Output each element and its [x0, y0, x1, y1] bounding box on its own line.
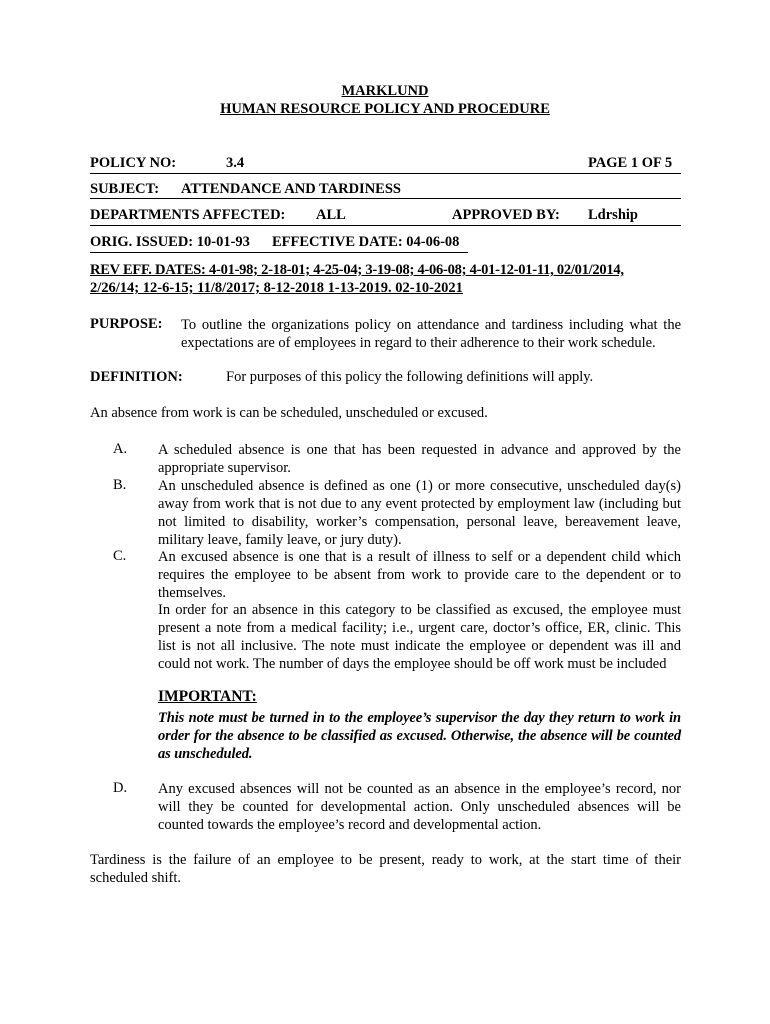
tardiness-definition: Tardiness is the failure of an employee to be present, ready to work, at the start time of their scheduled shift.: [90, 852, 681, 886]
effective-date: EFFECTIVE DATE: 04-06-08: [272, 234, 460, 250]
subject-label: SUBJECT:: [90, 181, 160, 197]
departments-label: DEPARTMENTS AFFECTED:: [90, 207, 286, 223]
item-b-text: An unscheduled absence is defined as one (1) or more consecutive, unscheduled day(s) away from work that is not due to any event protected by employment law (including but not limited to disability, worker’s compensation, personal leave, bereavement leave, military leave, family leave, or jury duty).: [158, 478, 681, 548]
item-c-note-requirement: In order for an absence in this category to be classified as excused, the employee must present a note from a medical facility; i.e., urgent care, doctor’s office, ER, clinic. This list is not all inclusive. The note must indicate the employee or dependent was ill and could not work. The number of days the employee should be off work must be included: [158, 602, 681, 672]
page-number: PAGE 1 OF 5: [588, 155, 673, 171]
revision-dates-line2: 2/26/14; 12-6-15; 11/8/2017; 8-12-2018 1-13-2019. 02-10-2021: [90, 280, 463, 296]
item-a-marker: A.: [113, 441, 128, 457]
item-c-marker: C.: [113, 548, 127, 564]
important-text: This note must be turned in to the employee’s supervisor the day they return to work in order for the absence to be classified as excused. Otherwise, the absence will be counted as unscheduled.: [158, 710, 681, 762]
purpose-text: To outline the organizations policy on attendance and tardiness including what the expectations are of employees in regard to their adherence to their work schedule.: [181, 317, 681, 351]
item-c-text: An excused absence is one that is a result of illness to self or a dependent child which requires the employee to be absent from work to provide care to the dependent or to themselves.: [158, 549, 681, 601]
departments-rule: [90, 225, 681, 226]
departments-value: ALL: [316, 207, 346, 223]
orig-issued-rule: [90, 252, 468, 253]
purpose-label: PURPOSE:: [90, 316, 163, 332]
absence-intro: An absence from work is can be scheduled, unscheduled or excused.: [90, 405, 488, 421]
policy-no-label: POLICY NO:: [90, 155, 177, 171]
definition-label: DEFINITION:: [90, 369, 183, 385]
subject-value: ATTENDANCE AND TARDINESS: [181, 181, 401, 197]
policy-no-value: 3.4: [226, 155, 245, 171]
approved-value: Ldrship: [588, 207, 638, 223]
item-b-marker: B.: [113, 477, 127, 493]
item-a-text: A scheduled absence is one that has been requested in advance and approved by the appropriate supervisor.: [158, 442, 681, 476]
revision-dates-line1: REV EFF. DATES: 4-01-98; 2-18-01; 4-25-04; 3-19-08; 4-06-08; 4-01-12-01-11, 02/01/2014,: [90, 262, 624, 278]
org-title: MARKLUND: [341, 83, 429, 99]
important-label: IMPORTANT:: [158, 688, 257, 705]
orig-issued: ORIG. ISSUED: 10-01-93: [90, 234, 250, 250]
subject-rule: [90, 198, 681, 199]
approved-label: APPROVED BY:: [452, 207, 560, 223]
definition-text: For purposes of this policy the following definitions will apply.: [226, 369, 594, 385]
policy-heading: HUMAN RESOURCE POLICY AND PROCEDURE: [220, 101, 550, 117]
item-d-text: Any excused absences will not be counted as an absence in the employee’s record, nor will they be counted for developmental action. Only unscheduled absences will be counted towards the employee’s record and developmental action.: [158, 781, 681, 833]
policy-no-rule: [90, 173, 681, 174]
item-d-marker: D.: [113, 780, 128, 796]
